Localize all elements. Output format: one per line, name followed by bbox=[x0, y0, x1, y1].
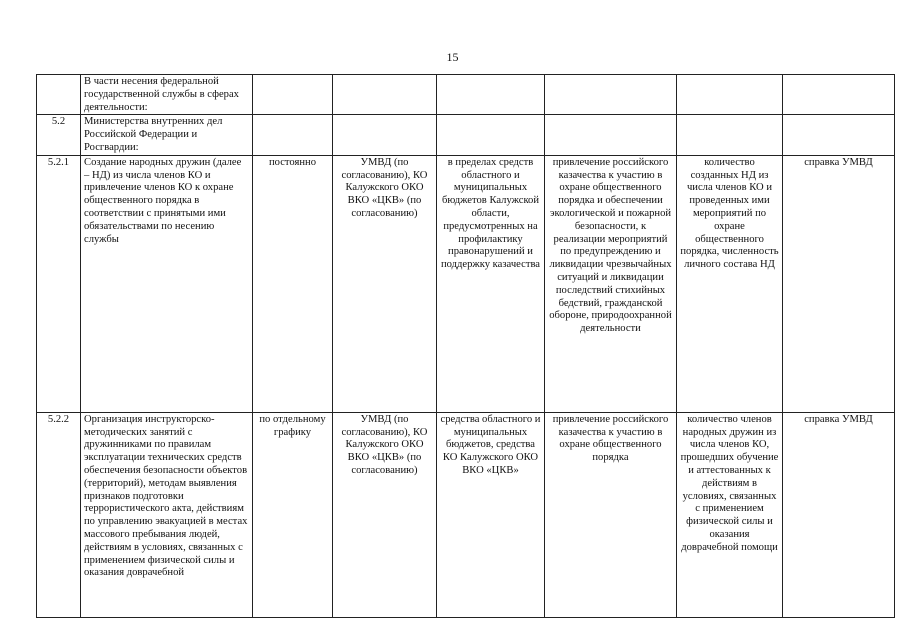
cell-executor: УМВД (по согласованию), КО Калужского ОКО ВКО «ЦКВ» (по согласованию) bbox=[333, 155, 437, 412]
cell-funding bbox=[437, 75, 545, 115]
cell-number: 5.2.2 bbox=[37, 412, 81, 617]
cell-measure: Министерства внутренних дел Российской Федерации и Росгвардии: bbox=[81, 115, 253, 155]
cell-goal: привлечение российского казачества к участию в охране общественного порядка и обеспечении экологической и пожарной безопасности, к реализации мероприятий по предупреждению и ликвидации чрезвычайных ситуаций и ликвидации последствий стихийных бедствий, гражданской обороне, природоохранной деятельности bbox=[545, 155, 677, 412]
cell-measure: Организация инструкторско-методических занятий с дружинниками по правилам эксплуатации технических средств обеспечения безопасности объектов (территорий), методам выявления признаков подготовки террористического акта, действиям по управлению эвакуацией в местах массового пребывания людей, действиям в условиях, связанных с применением физической силы и оказания доврачебной bbox=[81, 412, 253, 617]
cell-number bbox=[37, 75, 81, 115]
cell-report: справка УМВД bbox=[783, 412, 895, 617]
table-row-5-2 bbox=[37, 115, 895, 155]
cell-term bbox=[253, 75, 333, 115]
cell-report: справка УМВД bbox=[783, 155, 895, 412]
cell-term bbox=[253, 115, 333, 155]
table-row-section-heading bbox=[37, 75, 895, 115]
cell-goal bbox=[545, 75, 677, 115]
cell-term: постоянно bbox=[253, 155, 333, 412]
cell-report bbox=[783, 75, 895, 115]
cell-measure: Создание народных дружин (далее – НД) из числа членов КО и привлечение членов КО к охране общественного порядка в соответствии с принятыми ими обязательствами по несению службы bbox=[81, 155, 253, 412]
cell-term: по отдельному графику bbox=[253, 412, 333, 617]
cell-number: 5.2.1 bbox=[37, 155, 81, 412]
page-number: 15 bbox=[446, 50, 459, 64]
table-row-5-2-1 bbox=[37, 155, 895, 412]
cell-indicator bbox=[677, 75, 783, 115]
cell-funding bbox=[437, 115, 545, 155]
cell-goal: привлечение российского казачества к участию в охране общественного порядка bbox=[545, 412, 677, 617]
cell-number: 5.2 bbox=[37, 115, 81, 155]
cell-indicator: количество членов народных дружин из числа членов КО, прошедших обучение и аттестованных к действиям в условиях, связанных с применением физической силы и оказания доврачебной помощи bbox=[677, 412, 783, 617]
measures-table bbox=[36, 74, 895, 618]
table-row-5-2-2 bbox=[37, 412, 895, 617]
cell-executor bbox=[333, 75, 437, 115]
cell-funding: в пределах средств областного и муниципальных бюджетов Калужской области, предусмотренных на профилактику правонарушений и поддержку казачества bbox=[437, 155, 545, 412]
cell-executor bbox=[333, 115, 437, 155]
cell-measure: В части несения федеральной государственной службы в сферах деятельности: bbox=[81, 75, 253, 115]
cell-indicator: количество созданных НД из числа членов КО и проведенных ими мероприятий по охране общественного порядка, численность личного состава НД bbox=[677, 155, 783, 412]
cell-funding: средства областного и муниципальных бюджетов, средства КО Калужского ОКО ВКО «ЦКВ» bbox=[437, 412, 545, 617]
cell-indicator bbox=[677, 115, 783, 155]
cell-report bbox=[783, 115, 895, 155]
cell-executor: УМВД (по согласованию), КО Калужского ОКО ВКО «ЦКВ» (по согласованию) bbox=[333, 412, 437, 617]
cell-goal bbox=[545, 115, 677, 155]
